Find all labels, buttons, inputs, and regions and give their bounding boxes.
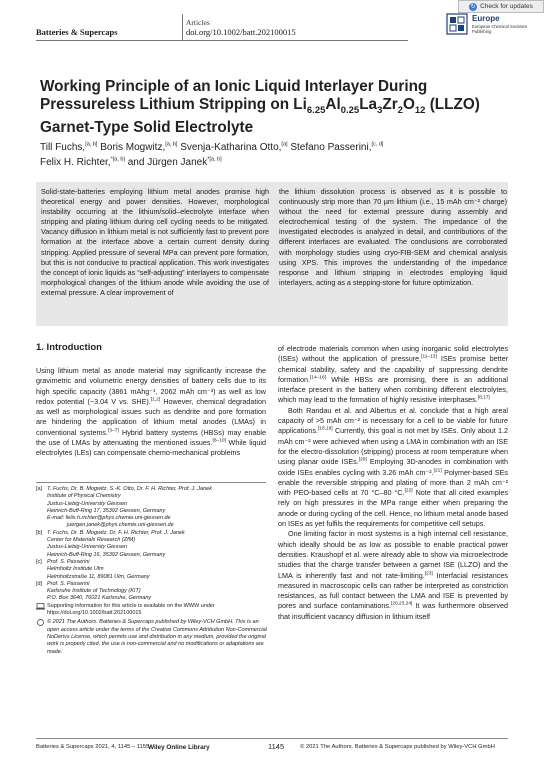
citation-ref[interactable]: [1,2]: [150, 397, 161, 403]
supporting-info-icon: [36, 603, 45, 610]
author-affiliation: [a, b]: [165, 141, 178, 148]
license-note: © 2021 The Authors. Batteries & Supercaps published by Wiley-VCH GmbH. This is an open access article under the terms of the Creative Commons Attribution Non-Commercial NoDerivs License, which permits use and distribution in any medium, provided the original work is properly cited, the use is non-commercial and no modifications or adaptations are made.: [36, 619, 268, 655]
header-divider: [182, 14, 183, 40]
paragraph: Using lithium metal as anode material may significantly increase the gravimetric and volumetric energy densities of battery cells due to its high specific capacity (3861 mAhg⁻¹, 2062 mAh cm⁻³) as well as low redox potential (−3.04 V vs. SHE).[1,2] However, chemical degradation as well as morphological issues such as dendrite and pore formation are hindering the application of lithium metal anodes (LMAs) in conventional systems.[3–7] Hybrid battery systems (HBSs) may enable the use of LMAs by attenuating the mentioned issues.[8–10] While liquid electrolytes (LEs) can compensate chemo-mechanical problems: [36, 366, 267, 458]
author-affiliation: *[a, b]: [110, 156, 125, 163]
footer-rule: [36, 738, 508, 739]
citation-ref[interactable]: [14–16]: [309, 375, 326, 381]
author-affiliation: *[a, b]: [207, 156, 222, 163]
citation-ref[interactable]: [18,19]: [317, 426, 333, 432]
supporting-info-note: [36, 603, 268, 618]
citation-ref[interactable]: [3–7]: [108, 428, 119, 434]
footnote-rule: [36, 482, 266, 483]
abstract-box: [36, 182, 508, 326]
footer-citation: Batteries & Supercaps 2021, 4, 1145 – 1155: [36, 744, 150, 750]
email-link[interactable]: E-mail: felix.h.richter@phys.chemie.uni-giessen.de: [47, 515, 171, 522]
footnote-c: [c] Prof. S. Passerini Helmholtz Institute Ulm Helmholtzstraße 11, 89081 Ulm, Germany: [36, 558, 150, 580]
citation-ref[interactable]: [22]: [404, 488, 413, 494]
paragraph: of electrode materials common when using inorganic solid electrolytes (ISEs) without the application of pressure,[11–13] ISEs promise better chemical stability, safety and the capability of suppressing dendrite formation.[14–16] While HBSs are promising, there is an additional interface present in the battery when combining different electrolytes, which may lead to the formation of highly resistive interphases.[8,17]: [278, 344, 508, 405]
refresh-icon: ↻: [470, 4, 476, 10]
email-link[interactable]: juergen.janek@phys.chemie.uni-giessen.de: [67, 522, 174, 529]
author-list: [40, 140, 510, 170]
paragraph: One limiting factor in most systems is a high internal cell resistance, which ideally should be as low as possible to enable practical power densities. Kraushopf et al. were already able to show via microelectrode studies that the charge transfer between a garnet ISE (LLZO) and the LMA is inherently fast and not rate-limiting.[23] Interfacial resistances measured in macroscopic cells can rather be interpreted as constriction resistances, as full contact between the LMA and ISE is prevented by pores and surface contaminations.[20,23,24] It was furthermore observed that insufficient vacancy diffusion in lithium itself: [278, 529, 508, 621]
publisher-name: Europe: [472, 14, 500, 23]
author-name[interactable]: and Jürgen Janek: [124, 157, 208, 168]
chemistry-europe-logo-icon: [446, 13, 468, 35]
page-number: 1145: [268, 742, 285, 751]
citation-ref[interactable]: [8–10]: [212, 438, 226, 444]
author-name[interactable]: Svenja-Katharina Otto,: [177, 142, 282, 153]
citation-ref[interactable]: [20]: [358, 457, 367, 463]
abstract-right-column: the lithium dissolution process is observed as it is possible to continuously strip more than 70 µm lithium (i.e., 15 mAh cm⁻² charge) without the need for external pressure during assembly and electrochemical testing of the system. The impedance of the investigated electrodes is analyzed in detail, and contributions of the different interfaces are evaluated. The conclusions are corroborated with morphology studies using cryo-FIB-SEM and chemical analysis using XPS. This improves the understanding of the impedance response and lithium stripping in electrodes employing liquid interlayers, acting as a stepping-stone for future optimization.: [279, 187, 507, 287]
footnote-a: [a] T. Fuchs, Dr. B. Mogwitz, S.-K. Otto, Dr. F. H. Richter, Prof. J. Janek Institute of Physical Chemistry Justus-Liebig-University Giessen Heinrich-Buff-Ring 17, 35392 Giessen, Germany E-mail: felix.h.richter@phys.chemie.uni-giessen.de juergen.janek@phys.chemie.uni-giessen.de: [36, 486, 268, 530]
doi-link[interactable]: doi.org/10.1002/batt.202100015: [186, 27, 296, 37]
journal-name: Batteries & Supercaps: [36, 27, 118, 37]
paragraph: Both Randau et al. and Albertus et al. conclude that a high areal capacity of >5 mAh cm⁻² is necessary for a cell to be viable for future applications.[18,19] Currently, this goal is not met by ISEs. Only about 1.2 mAh cm⁻² were achieved when using a LMA in combination with an ISE for the electro-dissolution (stripping) process at room temperature when using planar oxide ISEs.[20] Employing 3D-anodes in combination with oxide ISEs enables cycling with 3.26 mAh cm⁻².[21] Polymer-based SEs enable the reversible stripping and plating of more than 2 mAh cm⁻² with PEO-based cells at 70 °C–80 °C.[22] Note that all cited examples rely on high pressures in the MPa range either when preparing the anode or during cycling of the cell. Hence, no lithium metal anode based on ISEs as yet fulfils the requirements for competitive cell setups.: [278, 405, 508, 529]
section-label: Articles: [186, 18, 210, 27]
author-affiliation: [a, b]: [85, 141, 98, 148]
footer-copyright: © 2021 The Authors. Batteries & Supercaps published by Wiley-VCH GmbH: [300, 744, 495, 750]
author-name[interactable]: Till Fuchs,: [40, 142, 86, 153]
body-left-column: [36, 366, 266, 459]
header-rule: [36, 40, 408, 41]
citation-ref[interactable]: [8,17]: [477, 396, 490, 402]
check-for-updates-button[interactable]: [458, 0, 544, 13]
open-access-icon: [36, 619, 45, 626]
author-name[interactable]: Stefano Passerini,: [287, 142, 372, 153]
publisher-subtitle: European Chemical Societies Publishing: [472, 24, 527, 34]
citation-ref[interactable]: [11–13]: [421, 354, 437, 360]
author-affiliation: [c, d]: [371, 141, 384, 148]
author-affiliation: [a]: [281, 141, 288, 148]
wiley-online-library-link[interactable]: Wiley Online Library: [148, 744, 210, 751]
body-right-column: [278, 344, 508, 622]
check-for-updates-label: Check for updates: [480, 3, 533, 10]
author-name[interactable]: Felix H. Richter,: [40, 157, 111, 168]
citation-ref[interactable]: [23]: [424, 571, 433, 577]
abstract-left-column: Solid-state-batteries employing lithium metal anodes promise high theoretical energy and power densities. However, morphological instability occurring at the lithium/solid–electrolyte interface when stripping and plating lithium during cell cycling needs to be mitigated. Vacancy diffusion in lithium metal is not sufficiently fast to prevent pore formation at the interface above a certain current density during stripping. Applied pressure of several MPa can prevent pore formation, but this is not conducive to practical application. This work investigates the concept of ionic liquids as “self-adjusting” interlayers to compensate morphological changes of the lithium anode while avoiding the use of external pressure. A clear improvement of: [41, 187, 269, 297]
footnotes: [36, 486, 268, 656]
article-title: Working Principle of an Ionic Liquid Interlayer During Pressureless Lithium Stripping on $Li_{6.25}Al_{0.25}La_3Zr_2O_{12}$ (LLZO) Garnet-Type Solid Electrolyte: [40, 78, 480, 137]
citation-ref[interactable]: [20,23,24]: [391, 602, 413, 608]
citation-ref[interactable]: [21]: [433, 468, 442, 474]
supporting-info-link[interactable]: Supporting information for this article is available on the WWW under https://doi.org/10.1002/batt.202100015: [47, 602, 215, 617]
footnote-b: [b] T. Fuchs, Dr. B. Mogwitz, Dr. F. H. Richter, Prof. J. Janek Center for Materials Research (ZfM) Justus-Liebig-University Giessen Heinrich-Buff-Ring 16, 35392 Giessen, Germany: [36, 529, 185, 558]
section-heading: 1. Introduction: [36, 342, 102, 353]
author-name[interactable]: Boris Mogwitz,: [97, 142, 166, 153]
footnote-d: [d] Prof. S. Passerini Karlsruhe Institute of Technology (KIT) P.O. Box 3640, 76021 Karlsruhe, Germany: [36, 580, 152, 602]
